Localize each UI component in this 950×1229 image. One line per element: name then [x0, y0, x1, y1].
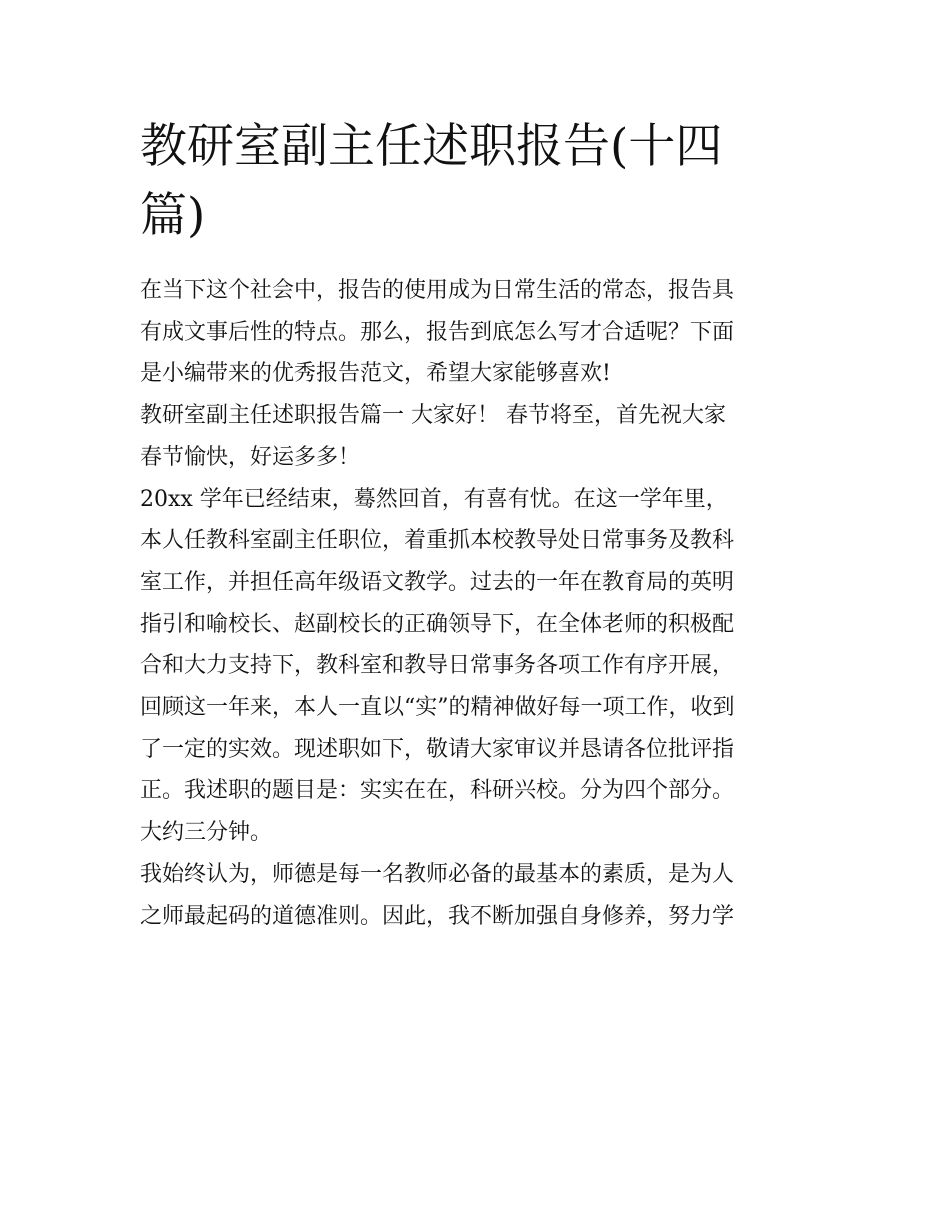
title-line: 教研室副主任述职报告(十四 — [140, 119, 723, 174]
body-line: 合和大力支持下，教科室和教导日常事务各项工作有序开展， — [140, 653, 735, 679]
body-line: 正。我述职的题目是：实实在在，科研兴校。分为四个部分。 — [140, 778, 735, 804]
body-line: 有成文事后性的特点。那么，报告到底怎么写才合适呢？下面 — [140, 319, 735, 345]
body-line: 是小编带来的优秀报告范文，希望大家能够喜欢! — [140, 361, 611, 387]
body-line: 回顾这一年来，本人一直以“实”的精神做好每一项工作，收到 — [140, 695, 735, 721]
body-line: 指引和喻校长、赵副校长的正确领导下，在全体老师的积极配 — [140, 611, 735, 637]
body-line: 20xx 学年已经结束，蓦然回首，有喜有忧。在这一学年里， — [140, 486, 728, 512]
document-title — [140, 112, 820, 250]
document-content — [140, 112, 820, 937]
body-line: 在当下这个社会中，报告的使用成为日常生活的常态，报告具 — [140, 278, 735, 303]
body-line: 我始终认为，师德是每一名教师必备的最基本的素质，是为人 — [140, 861, 735, 887]
title-line: 篇) — [140, 188, 206, 243]
body-line: 本人任教科室副主任职位，着重抓本校教导处日常事务及教科 — [140, 528, 735, 554]
body-line: 大约三分钟。 — [140, 820, 273, 846]
body-line: 之师最起码的道德准则。因此，我不断加强自身修养，努力学 — [140, 903, 735, 929]
body-line: 春节愉快，好运多多！ — [140, 444, 361, 470]
document-body — [140, 270, 820, 937]
body-line: 教研室副主任述职报告篇一 大家好！ 春节将至，首先祝大家 — [140, 403, 726, 429]
body-line: 了一定的实效。现述职如下，敬请大家审议并恳请各位批评指 — [140, 736, 735, 762]
body-line: 室工作，并担任高年级语文教学。过去的一年在教育局的英明 — [140, 569, 735, 595]
